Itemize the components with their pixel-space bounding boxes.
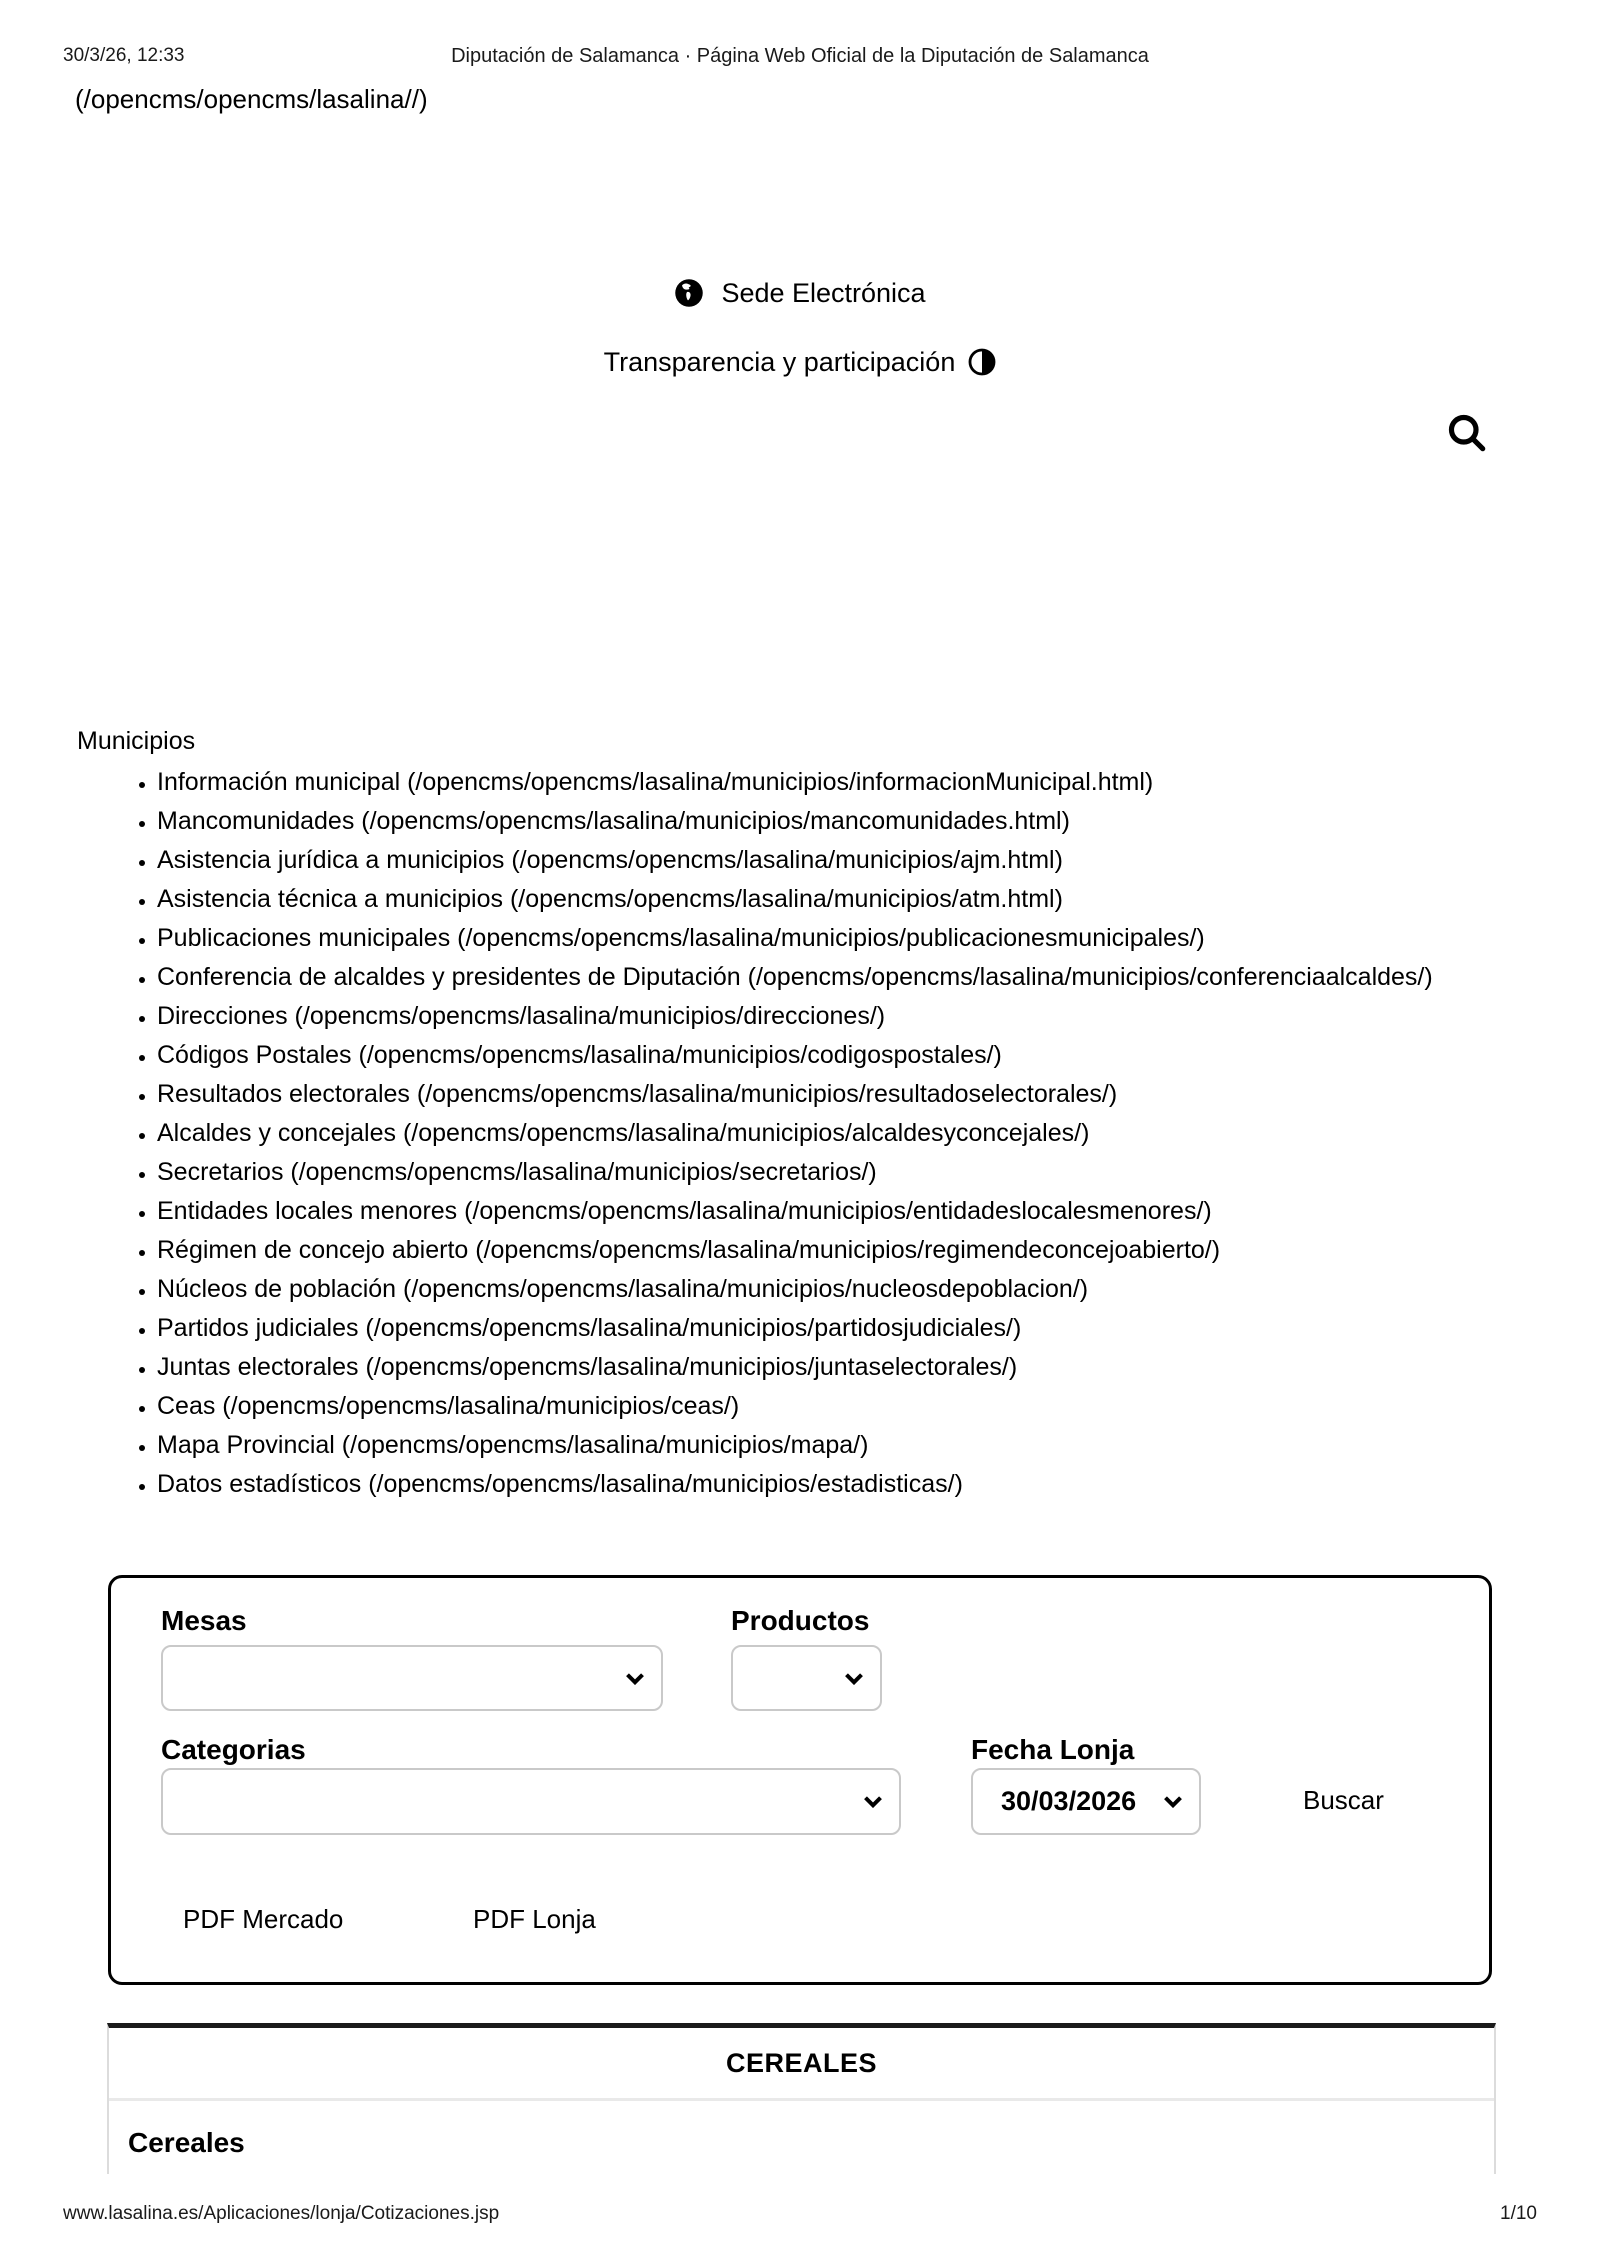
menu-item-publicaciones-municipales[interactable]: • Publicaciones municipales (/opencms/opencms/lasalina/municipios/publicacionesmunicipales/) bbox=[157, 919, 1443, 958]
pdf-mercado-link[interactable]: PDF Mercado bbox=[183, 1904, 344, 1934]
menu-item-resultados-electorales[interactable]: • Resultados electorales (/opencms/opencms/lasalina/municipios/resultadoselectorales/) bbox=[157, 1075, 1443, 1114]
pdf-lonja-link[interactable]: PDF Lonja bbox=[473, 1904, 596, 1934]
search-button[interactable] bbox=[1444, 410, 1490, 456]
print-page-indicator: 1/10 bbox=[1500, 2203, 1537, 2224]
menu-item-juntas-electorales[interactable]: • Juntas electorales (/opencms/opencms/lasalina/municipios/juntaselectorales/) bbox=[157, 1348, 1443, 1387]
chevron-down-icon bbox=[863, 1795, 883, 1808]
lonja-filter-form bbox=[108, 1575, 1492, 1985]
chevron-down-icon bbox=[1163, 1795, 1183, 1808]
menu-item-regimen-concejo[interactable]: • Régimen de concejo abierto (/opencms/opencms/lasalina/municipios/regimendeconcejoabierto/) bbox=[157, 1231, 1443, 1270]
productos-select[interactable] bbox=[731, 1645, 882, 1711]
buscar-button[interactable]: Buscar bbox=[1303, 1785, 1384, 1815]
mesas-select[interactable] bbox=[161, 1645, 663, 1711]
cereales-group-title: Cereales bbox=[128, 2127, 245, 2158]
categorias-label: Categorias bbox=[161, 1734, 306, 1765]
globe-icon bbox=[674, 278, 704, 308]
menu-item-partidos-judiciales[interactable]: • Partidos judiciales (/opencms/opencms/lasalina/municipios/partidosjudiciales/) bbox=[157, 1309, 1443, 1348]
menu-item-secretarios[interactable]: • Secretarios (/opencms/opencms/lasalina/municipios/secretarios/) bbox=[157, 1153, 1443, 1192]
print-footer-url: www.lasalina.es/Aplicaciones/lonja/Cotizaciones.jsp bbox=[63, 2203, 500, 2224]
chevron-down-icon bbox=[844, 1672, 864, 1685]
municipios-menu bbox=[63, 726, 1443, 1504]
menu-item-mapa-provincial[interactable]: • Mapa Provincial (/opencms/opencms/lasalina/municipios/mapa/) bbox=[157, 1426, 1443, 1465]
search-icon bbox=[1444, 410, 1490, 456]
menu-item-ceas[interactable]: • Ceas (/opencms/opencms/lasalina/municipios/ceas/) bbox=[157, 1387, 1443, 1426]
menu-item-asistencia-juridica[interactable]: • Asistencia jurídica a municipios (/opencms/opencms/lasalina/municipios/ajm.html) bbox=[157, 841, 1443, 880]
sede-electronica-label: Sede Electrónica bbox=[721, 278, 926, 308]
menu-item-alcaldes-concejales[interactable]: • Alcaldes y concejales (/opencms/opencms/lasalina/municipios/alcaldesyconcejales/) bbox=[157, 1114, 1443, 1153]
fecha-lonja-label: Fecha Lonja bbox=[971, 1734, 1135, 1765]
cereales-table-header: CEREALES bbox=[109, 2028, 1494, 2101]
menu-item-direcciones[interactable]: • Direcciones (/opencms/opencms/lasalina/municipios/direcciones/) bbox=[157, 997, 1443, 1036]
menu-item-informacion-municipal[interactable]: • Información municipal (/opencms/opencms/lasalina/municipios/informacionMunicipal.html) bbox=[157, 763, 1443, 802]
half-circle-icon bbox=[968, 348, 996, 376]
menu-item-mancomunidades[interactable]: • Mancomunidades (/opencms/opencms/lasalina/municipios/mancomunidades.html) bbox=[157, 802, 1443, 841]
cereales-table-panel bbox=[107, 2023, 1496, 2174]
menu-list bbox=[63, 763, 1443, 1504]
menu-title: Municipios bbox=[77, 727, 196, 755]
menu-item-codigos-postales[interactable]: • Códigos Postales (/opencms/opencms/lasalina/municipios/codigospostales/) bbox=[157, 1036, 1443, 1075]
fecha-lonja-select[interactable] bbox=[971, 1768, 1201, 1835]
mesas-label: Mesas bbox=[161, 1605, 247, 1636]
productos-label: Productos bbox=[731, 1605, 870, 1636]
home-link[interactable]: (/opencms/opencms/lasalina//) bbox=[75, 84, 428, 114]
menu-item-datos-estadisticos[interactable]: • Datos estadísticos (/opencms/opencms/lasalina/municipios/estadisticas/) bbox=[157, 1465, 1443, 1504]
transparencia-link[interactable] bbox=[0, 344, 1600, 380]
fecha-lonja-value: 30/03/2026 bbox=[1001, 1786, 1137, 1816]
menu-item-conferencia-alcaldes[interactable]: • Conferencia de alcaldes y presidentes de Diputación (/opencms/opencms/lasalina/municipios/conferenciaalcaldes/) bbox=[157, 958, 1443, 997]
menu-item-asistencia-tecnica[interactable]: • Asistencia técnica a municipios (/opencms/opencms/lasalina/municipios/atm.html) bbox=[157, 880, 1443, 919]
menu-item-entidades-locales[interactable]: • Entidades locales menores (/opencms/opencms/lasalina/municipios/entidadeslocalesmenores/) bbox=[157, 1192, 1443, 1231]
chevron-down-icon bbox=[625, 1672, 645, 1685]
print-datetime: 30/3/26, 12:33 bbox=[63, 45, 185, 66]
categorias-select[interactable] bbox=[161, 1768, 901, 1835]
print-title: Diputación de Salamanca · Página Web Oficial de la Diputación de Salamanca bbox=[451, 45, 1149, 67]
sede-electronica-link[interactable] bbox=[0, 275, 1600, 311]
transparencia-label: Transparencia y participación bbox=[603, 347, 956, 377]
menu-item-nucleos-poblacion[interactable]: • Núcleos de población (/opencms/opencms/lasalina/municipios/nucleosdepoblacion/) bbox=[157, 1270, 1443, 1309]
